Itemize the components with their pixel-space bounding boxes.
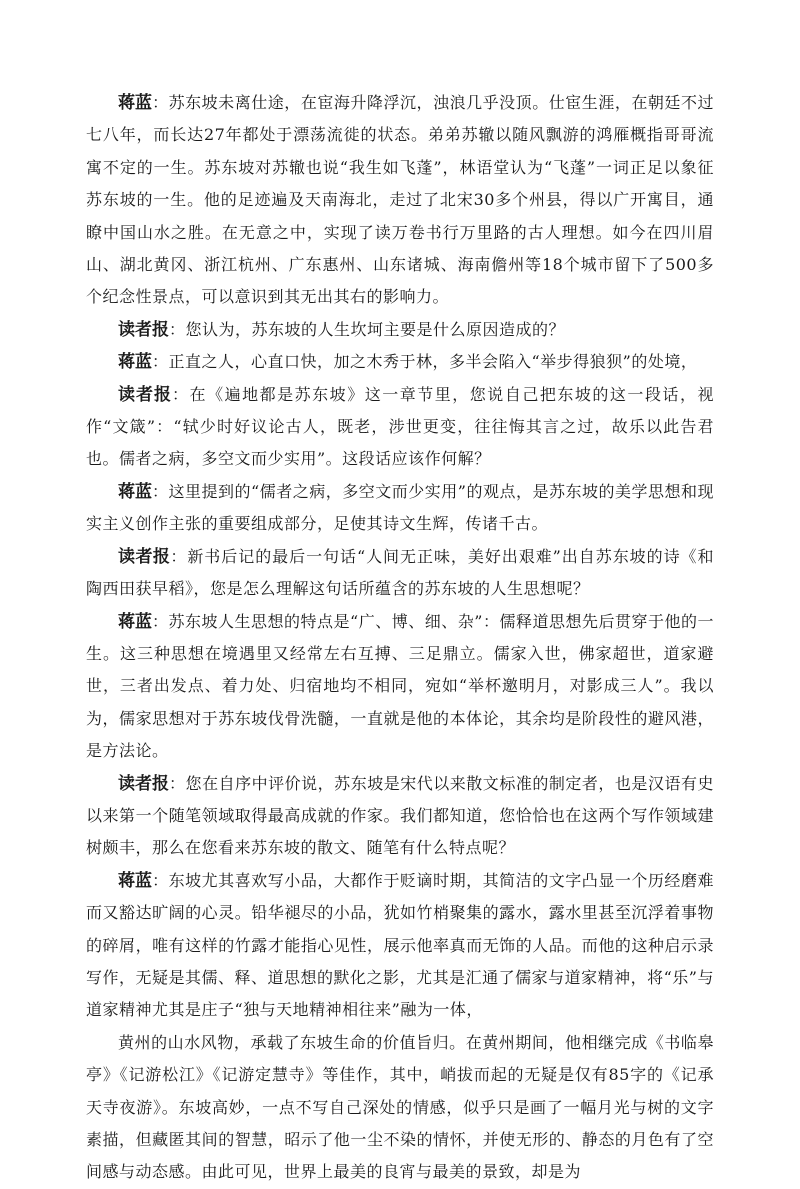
answer-paragraph-5	[86, 865, 714, 1027]
paragraph-text: ：苏东坡未离仕途，在宦海升降浮沉，浊浪几乎没顶。仕宦生涯，在朝廷不过七八年，而长达27年都处于漂荡流徙的状态。弟弟苏辙以随风飘游的鸿雁概指哥哥流寓不定的一生。苏东坡对苏辙也说“我生如飞蓬”，林语堂认为“飞蓬”一词正足以象征苏东坡的一生。他的足迹遍及天南海北，走过了北宋30多个州县，得以广开寓目，通瞭中国山水之胜。在无意之中，实现了读万卷书行万里路的古人理想。如今在四川眉山、湖北黄冈、浙江杭州、广东惠州、山东诸城、海南儋州等18个城市留下了500多个纪念性景点，可以意识到其无出其右的影响力。	[86, 93, 714, 307]
answer-paragraph-4	[86, 606, 714, 768]
speaker-label: 读者报	[118, 319, 169, 340]
question-paragraph-4	[86, 768, 714, 865]
speaker-label: 蒋蓝	[118, 611, 153, 632]
speaker-label: 蒋蓝	[118, 352, 152, 373]
speaker-label: 读者报	[118, 773, 170, 794]
paragraph-text: ：这里提到的“儒者之病，多空文而少实用”的观点，是苏东坡的美学思想和现实主义创作主张的重要组成部分，足使其诗文生辉，传诸千古。	[86, 481, 714, 534]
speaker-label: 蒋蓝	[118, 93, 153, 113]
paragraph-text: ：东坡尤其喜欢写小品，大都作于贬谪时期，其简洁的文字凸显一个历经磨难而又豁达旷阔的心灵。铅华褪尽的小品，犹如竹梢聚集的露水，露水里甚至沉浮着事物的碎屑，唯有这样的竹露才能指心见性，展示他率真而无饰的人品。而他的这种启示录写作，无疑是其儒、释、道思想的默化之影，尤其是汇通了儒家与道家精神，将“乐”与道家精神尤其是庄子“独与天地精神相往来”融为一体，	[86, 870, 714, 1020]
paragraph-text: ：您认为，苏东坡的人生坎坷主要是什么原因造成的？	[169, 319, 566, 339]
answer-paragraph-2	[86, 346, 714, 378]
question-paragraph-3	[86, 541, 714, 606]
paragraph-text: ：您在自序中评价说，苏东坡是宋代以来散文标准的制定者，也是汉语有史以来第一个随笔领域取得最高成就的作家。我们都知道，您恰恰也在这两个写作领域建树颇丰，那么在您看来苏东坡的散文、随笔有什么特点呢？	[86, 773, 714, 858]
paragraph-text: 黄州的山水风物，承载了东坡生命的价值旨归。在黄州期间，他相继完成《书临皋亭》《记游松江》《记游定慧寺》等佳作，其中，峭拔而起的无疑是仅有85字的《记承天寺夜游》。东坡高妙，一点不写自己深处的情感，似乎只是画了一幅月光与树的文字素描，但藏匿其间的智慧，昭示了他一尘不染的情怀，并使无形的、静态的月色有了空间感与动态感。由此可见，世界上最美的良宵与最美的景致，却是为	[86, 1032, 714, 1182]
speaker-label: 蒋蓝	[118, 481, 153, 502]
answer-paragraph-1	[86, 87, 714, 314]
paragraph-text: ：苏东坡人生思想的特点是“广、博、细、杂”：儒释道思想先后贯穿于他的一生。这三种思想在境遇里又经常左右互搏、三足鼎立。儒家入世，佛家超世，道家避世，三者出发点、着力处、归宿地均不相同，宛如“举杯邀明月，对影成三人”。我以为，儒家思想对于苏东坡伐骨洗髓，一直就是他的本体论，其余均是阶段性的避风港，是方法论。	[86, 611, 714, 761]
body-paragraph	[86, 1027, 714, 1189]
speaker-label: 读者报	[118, 546, 171, 567]
answer-paragraph-3	[86, 476, 714, 541]
question-paragraph-1	[86, 314, 714, 346]
speaker-label: 蒋蓝	[118, 870, 153, 891]
speaker-label: 读者报	[118, 384, 173, 405]
paragraph-text: ：新书后记的最后一句话“人间无正味，美好出艰难”出自苏东坡的诗《和陶西田获早稻》，您是怎么理解这句话所蕴含的苏东坡的人生思想呢？	[86, 546, 714, 599]
question-paragraph-2	[86, 379, 714, 476]
paragraph-text: ：正直之人，心直口快，加之木秀于林，多半会陷入“举步得狼狈”的处境，	[152, 352, 698, 372]
paragraph-text: ：在《遍地都是苏东坡》这一章节里，您说自己把东坡的这一段话，视作“文箴”：“轼少时好议论古人，既老，涉世更变，往往悔其言之过，故乐以此告君也。儒者之病，多空文而少实用”。这段话应该作何解？	[86, 384, 714, 469]
